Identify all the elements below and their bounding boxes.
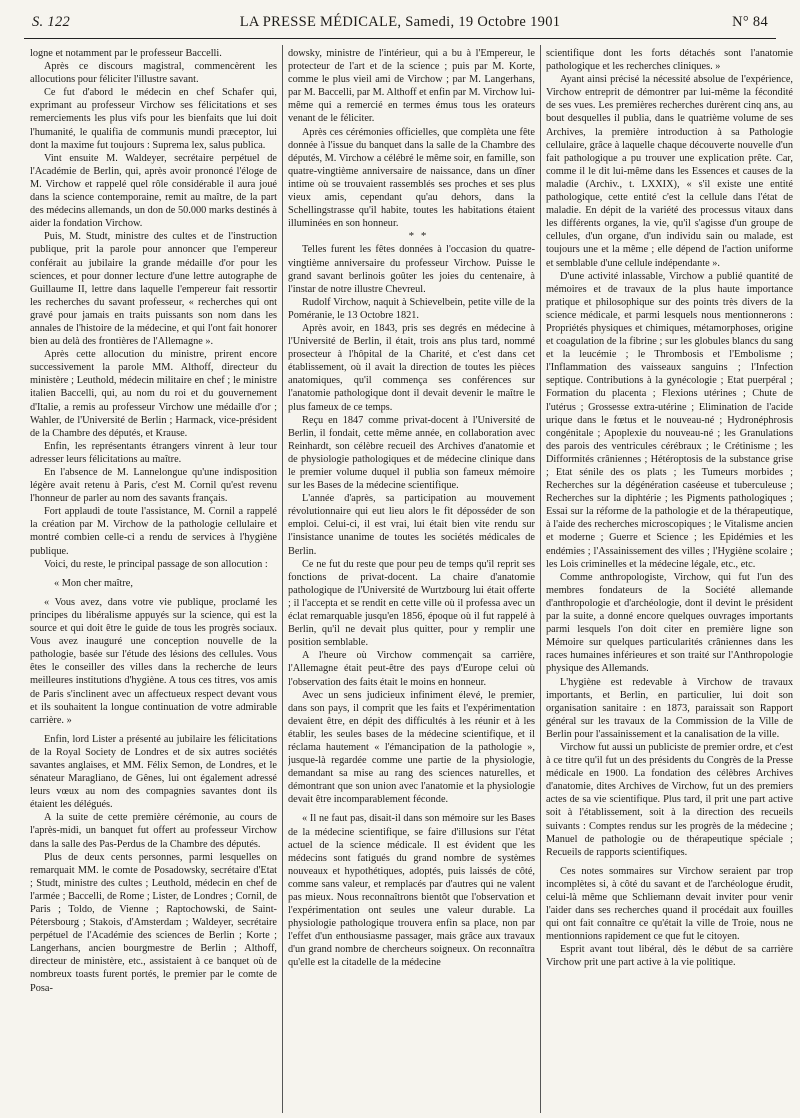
paragraph: Ces notes sommaires sur Virchow seraient par trop incomplètes si, à côté du savant et de l'archéologue érudit, celui-là même que Schliemann devait inviter pour venir l'aider dans ses recherches quand il procédait aux fouilles qui ont fait connaître ce qu'était la ville de Troie, nous ne mentionnions rapidement ce que fut le citoyen.: [546, 865, 793, 943]
paragraph: Enfin, lord Lister a présenté au jubilaire les félicitations de la Royal Society de Londres et de six autres sociétés savantes anglaises, et MM. Félix Semon, de Londres, et le sénateur Maragliano, de Gênes, lui ont également adressé leurs vœux au nom des compagnies savantes dont ils étaient les délégués.: [30, 733, 277, 811]
issue-number: N° 84: [732, 14, 768, 30]
paragraph: Comme anthropologiste, Virchow, qui fut l'un des membres fondateurs de la Société allemande d'anthropologie et d'archéologie, dont il devint le président par la suite, a donné encore quelques ouvrages importants parmi lesquels l'on doit citer en première ligne son Mémoire sur quelques particularités crâniennes dans les races humaines inférieures et son traité sur l'Anthropologie physique des Allemands.: [546, 571, 793, 675]
paragraph: Rudolf Virchow, naquit à Schievelbein, petite ville de la Poméranie, le 13 Octobre 1821.: [288, 296, 535, 321]
paragraph: A l'heure où Virchow commençait sa carrière, l'Allemagne était peut-être des pays d'Europe celui où l'observation des faits était le moins en honneur.: [288, 650, 535, 688]
paragraph: Avec un sens judicieux infiniment élevé, le premier, dans son pays, il comprit que les faits et l'expérimentation devaient être, en dépit des difficultés à les réunir et à les établir, les seules bases de la médecine scientifique, et il réclama hautement « l'émancipation de la pathologie », jusque-là regardée comme une partie de la physiologie, demandant sa mise au rang des sciences naturelles, et démontrant que son union avec l'anatomie et la physiologie devait être incomparablement féconde.: [288, 689, 535, 806]
paragraph: Puis, M. Studt, ministre des cultes et de l'instruction publique, prit la parole pour annoncer que l'empereur conférait au jubilaire la grande médaille d'or pour les sciences, et pour donner lecture d'une lettre autographe de Guillaume II, lettre dans laquelle l'empereur fait ressortir les recherches du savant professeur, « recherches qui ont gravé pour jamais en traits puissants son nom dans les annales de l'histoire de la médecine, et qui l'ont fait honorer bien au delà des frontières de l'Allemagne ».: [30, 231, 277, 348]
paragraph: « Vous avez, dans votre vie publique, proclamé les principes du libéralisme appuyés sur la science, qui est la source et qui doit être le guide de tous les progrès sociaux. Vous avez inauguré une conception nouvelle de la pathologie, basée sur l'étude des lésions des cellules. Vous êtes le conseiller des villes dans la recherche de leurs meilleures institutions d'hygiène. A tous ces titres, vos amis de Paris s'inclinent avec un affectueux respect devant vous et ils souhaitent la longue continuation de votre admirable carrière. »: [30, 596, 277, 726]
paragraph: Esprit avant tout libéral, dès le début de sa carrière Virchow prit une part active à la vie politique.: [546, 944, 793, 969]
paragraph: Après cette allocution du ministre, prirent encore successivement la parole MM. Althoff, directeur du ministère ; Leuthold, médecin militaire en chef ; le ministre italien Baccelli, qui, au nom du roi et du gouvernement d'Italie, a remis au professeur Virchow une médaille d'or ; Wahler, de l'Université de Berlin ; Harmack, vice-président de la Chambre des députés, et Krause.: [30, 349, 277, 439]
paragraph: L'année d'après, sa participation au mouvement révolutionnaire qui eut lieu alors le fit déposséder de son emploi. Celui-ci, il est vrai, lui était bien vite rendu sur l'insistance unanime de toutes les sociétés médicales de Berlin.: [288, 493, 535, 557]
paragraph: A la suite de cette première cérémonie, au cours de l'après-midi, un banquet fut offert au professeur Virchow dans la salle des Pas-Perdus de la Chambre des députés.: [30, 812, 277, 850]
section-separator: * *: [408, 230, 429, 243]
text-column-3: [546, 47, 793, 1112]
paragraph: logne et notamment par le professeur Baccelli.: [30, 48, 222, 59]
paragraph: Après ce discours magistral, commencèrent les allocutions pour féliciter l'illustre savant.: [30, 61, 277, 86]
text-column-1: [30, 47, 277, 1112]
text-column-2: [288, 47, 535, 1112]
paragraph: Telles furent les fêtes données à l'occasion du quatre-vingtième anniversaire du professeur Virchow. Puisse le grand savant berlinois goûter les joies du centenaire, à l'instar de notre illustre Chevreul.: [288, 244, 535, 295]
page-header: [24, 14, 776, 36]
paragraph: « Il ne faut pas, disait-il dans son mémoire sur les Bases de la médecine scientifique, se faire d'illusions sur l'état actuel de la science médicale. Il est évident que les médecins sont fatigués du grand nombre de systèmes nouveaux et hypothétiques, adoptés, puis laissés de côté, comme sans valeur, et remplacés par d'autres qui ne valent pas mieux. Nous reconnaîtrons bientôt que l'observation et l'expérimentation ont seules une valeur durable. La physiologie pathologique trouvera enfin sa place, non par l'effet d'un enthousiasme passager, mais grâce aux travaux d'un grand nombre de chercheurs soigneux. On reconnaîtra qu'elle est la citadelle de la médecine: [288, 813, 535, 969]
column-divider: [282, 45, 283, 1113]
masthead-title: LA PRESSE MÉDICALE, Samedi, 19 Octobre 1901: [239, 14, 561, 30]
paragraph: Ce ne fut du reste que pour peu de temps qu'il reprit ses fonctions de privat-docent. La chaire d'anatomie pathologique de l'Université de Wurtzbourg lui était offerte ; il l'accepta et se rendit en cette ville où il professa avec un éclat remarquable jusqu'en 1856, époque où il fut rappelé à Berlin, qu'il ne devait plus quitter, pour y remplir une position semblable.: [288, 558, 535, 649]
paragraph: « Mon cher maître,: [54, 577, 133, 589]
paragraph: Après ces cérémonies officielles, que complèta une fête donnée à l'issue du banquet dans la salle de la Chambre des députés, M. Virchow a célébré le même soir, en famille, son quatre-vingtième anniversaire de naissance, dans un dîner intime où se trouvaient rassemblés ses proches et ses plus vieux amis, cependant qu'au dehors, dans la Schellingstrasse qu'il habite, toutes les habitations étaient illuminées en son honneur.: [288, 126, 535, 230]
paragraph: Enfin, les représentants étrangers vinrent à leur tour adresser leurs félicitations au maître.: [30, 440, 277, 465]
paragraph: Virchow fut aussi un publiciste de premier ordre, et c'est à ce titre qu'il fut un des présidents du Congrès de la Presse médicale en 1900. La fondation des célèbres Archives d'anatomie, dites Archives de Virchow, fut un des premiers actes de sa vie scientifique. Plus tard, il prit une part active soit à l'établissement, soit à la direction des recueils suivants : Comptes rendus sur les progrès de la médecine ; Manuel de pathologie ou de thérapeutique spéciale ; Recueils de rapports scientifiques.: [546, 741, 793, 858]
paragraph: Ayant ainsi précisé la nécessité absolue de l'expérience, Virchow entreprit de démontrer par lui-même la fécondité de ses vues. Les premières recherches durèrent cinq ans, au bout desquelles il publia, dans le quatrième volume de ses Archives, la première introduction à sa Pathologie cellulaire, grâce à laquelle chaque découverte nouvelle d'un fait pathologique a pu trouver une explication prête. Car, comme il le dit lui-même dans les Essences et causes de la maladie (Archiv., t. LXXIX), « s'il existe une entité pathologique, cette entité c'est la cellule dans l'état de maladie. En dépit de la variété des processus vitaux dans les différents organes, la vie, qu'il s'agisse d'un groupe de cellules, d'un organe, d'un individu sain ou malade, est toujours une et la même ; elle dépend de l'action uniforme et semblable d'une cellule indépendante ».: [546, 74, 793, 269]
paragraph: D'une activité inlassable, Virchow a publié quantité de mémoires et de travaux de la plus haute importance pratique et philosophique sur des points très divers de la science médicale, et parmi lesquels nous mentionnerons : Propriétés physiques et chimiques, métamorphoses, origine et coagulation de la fibrine ; sur les globules blancs du sang et la leucémie ; le Thrombosis et l'Embolisme ; l'Inflammation des vaisseaux sanguins ; l'Infection septique. Contributions à la gynécologie ; Etat puerpéral ; Formation du placenta ; Flexions utérines ; Chute de l'utérus ; Grossesse extra-utérine ; Elimination de l'acide urique dans le fœtus et le nouveau-né ; Hydronéphrosis congénitale ; Apoplexie du nouveau-né ; les Granulations des parois des ventricules cérébraux ; le Crétinisme ; les Difformités crâniennes ; Hétéroptosis de la substance grise ; Etat sénile des os plats ; les Tumeurs morbides ; Recherches sur la dégénération caséeuse et tuberculeuse ; Recherches sur la diphtérie ; les Pigments pathologiques ; Essai sur la réforme de la pathologie et de la thérapeutique, à l'aide des recherches microscopiques ; le Vitalisme ancien et moderne ; Guerre et Science ; les Epidémies et les endémies ; l'Assainissement des villes ; l'Hygiène scolaire ; les Lois criminelles et la médecine légale, etc., etc.: [546, 270, 793, 570]
paragraph: Ce fut d'abord le médecin en chef Schafer qui, exprimant au professeur Virchow ses félicitations et ses remerciements les plus vifs pour les bienfaits que lui doit l'humanité, le qualifia de communis mundi præceptor, lui dont la maxime fut toujours : Suprema lex, salus publica.: [30, 87, 277, 151]
paragraph: Fort applaudi de toute l'assistance, M. Cornil a rappelé la création par M. Virchow de la pathologie cellulaire et montré combien celle-ci a rendu de services à l'hygiène publique.: [30, 506, 277, 557]
paragraph: En l'absence de M. Lannelongue qu'une indisposition légère avait retenu à Paris, c'est M. Cornil qu'est revenu l'honneur de parler au nom des savants français.: [30, 467, 277, 505]
paragraph: Voici, du reste, le principal passage de son allocution :: [44, 558, 268, 570]
page-number: S. 122: [32, 14, 71, 30]
paragraph: Plus de deux cents personnes, parmi lesquelles on remarquait MM. le comte de Posadowsky, secrétaire d'Etat ; Studt, ministre des cultes ; Leuthold, médecin en chef de l'armée ; Baccelli, de Rome ; Lister, de Londres ; Cornil, de Paris ; Toldo, de Vienne ; Raptochowski, de Saint-Pétersbourg ; Stakois, d'Amsterdam ; Waldeyer, secrétaire perpétuel de l'Académie des sciences de Berlin ; Korte ; Langerhans, ancien bourgmestre de Berlin ; Althoff, directeur de ministère, etc., assistaient à ce banquet où de nombreux toasts furent portés, le premier par le comte de Posa-: [30, 851, 277, 994]
paragraph: L'hygiène est redevable à Virchow de travaux importants, et Berlin, en particulier, lui doit son organisation sanitaire : en 1873, paraissait son Rapport général sur les travaux de la Commission de la Ville de Berlin pour l'assainissement et la canalisation de la ville.: [546, 676, 793, 740]
paragraph: dowsky, ministre de l'intérieur, qui a bu à l'Empereur, le protecteur de l'art et de la science ; puis par M. Korte, comme le plus vieil ami de Virchow ; par M. Langerhans, par M. Baccelli, par M. Althoff et enfin par M. Virchow lui-même qui a remercié en termes émus tous les orateurs venant de le féliciter.: [288, 48, 535, 125]
column-divider: [540, 45, 541, 1113]
header-rule: [24, 38, 776, 39]
paragraph: Après avoir, en 1843, pris ses degrés en médecine à l'Université de Berlin, il était, trois ans plus tard, nommé prosecteur à l'hôpital de la Charité, et c'est dans cet établissement, où il avait la direction de toutes les pièces anatomiques, qu'il commença ses conférences sur l'anatomie pathologique dont il devait devenir le maître le plus fameux de ce temps.: [288, 322, 535, 413]
paragraph: Vint ensuite M. Waldeyer, secrétaire perpétuel de l'Académie de Berlin, qui, après avoir prononcé l'éloge de M. Virchow et rappelé quel rôle considérable il aura joué dans la science contemporaine, remit au maître, de la part des médecins allemands, un don de 50.000 marks destinés à aider la fondation Virchow.: [30, 152, 277, 230]
paragraph: Reçu en 1847 comme privat-docent à l'Université de Berlin, il fondait, cette même année, en collaboration avec Reinhardt, son célèbre recueil des Archives d'anatomie et de physiologie pathologiques et de médecine clinique dans le premier volume duquel il publia son fameux mémoire sur les Bases de la médecine scientifique.: [288, 414, 535, 492]
paragraph: scientifique dont les forts détachés sont l'anatomie pathologique et les recherches cliniques. »: [546, 48, 793, 73]
